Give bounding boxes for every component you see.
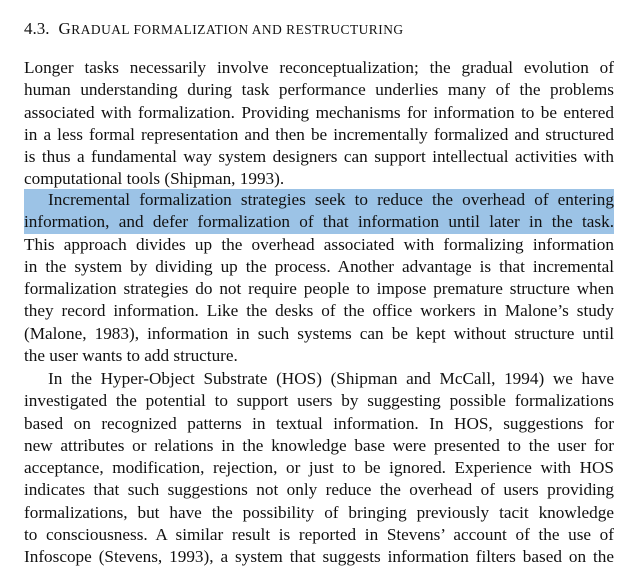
text-line: based on recognized patterns in textual information. In HOS, suggestions for [24,413,614,433]
text-line: acceptance, modification, rejection, or just to be ignored. Experience with HOS [24,458,614,478]
section-heading [24,19,404,40]
highlighted-text-line[interactable]: information, and defer formalization of that information until later in the task. [24,211,614,233]
text-line: new attributes or relations in the knowledge base were presented to the user for [24,435,614,455]
section-title: GRADUAL FORMALIZATION AND RESTRUCTURING [58,19,404,38]
text-line: the user wants to add structure. [24,346,238,366]
text-line: formalization strategies do not require people to impose premature structure when [24,279,614,299]
highlighted-text-line[interactable]: Incremental formalization strategies seek to reduce the overhead of entering [24,189,614,211]
text-line: in the system by dividing up the process. Another advantage is that incremental [24,256,614,276]
paragraph-3 [24,368,614,569]
text-line: investigated the potential to support users by suggesting possible formalizations [24,391,614,411]
paragraph-2 [24,189,614,367]
section-number: 4.3. [24,19,50,38]
text-line: formalizations, but have the possibility of bringing previously tacit knowledge [24,502,614,522]
text-line: they record information. Like the desks of the office workers in Malone’s study [24,301,614,321]
text-line: (Malone, 1983), information in such systems can be kept without structure until [24,323,614,343]
text-line: associated with formalization. Providing mechanisms for information to be entered [24,102,614,122]
text-line: to consciousness. A similar result is reported in Stevens’ account of the use of [24,525,614,545]
text-line: computational tools (Shipman, 1993). [24,169,285,189]
text-line: Infoscope (Stevens, 1993), a system that suggests information filters based on the [24,547,614,567]
text-line: in a less formal representation and then be incrementally formalized and structured [24,124,614,144]
text-line: This approach divides up the overhead associated with formalizing information [24,234,614,254]
paragraph-1 [24,57,614,191]
text-line: human understanding during task performance underlies many of the problems [24,80,614,100]
text-line: In the Hyper-Object Substrate (HOS) (Shipman and McCall, 1994) we have [48,369,614,388]
text-line: is thus a fundamental way system designers can support intellectual activities with [24,147,614,167]
text-line: Longer tasks necessarily involve reconceptualization; the gradual evolution of [24,58,614,77]
text-line: indicates that such suggestions not only reduce the overhead of users providing [24,480,614,500]
